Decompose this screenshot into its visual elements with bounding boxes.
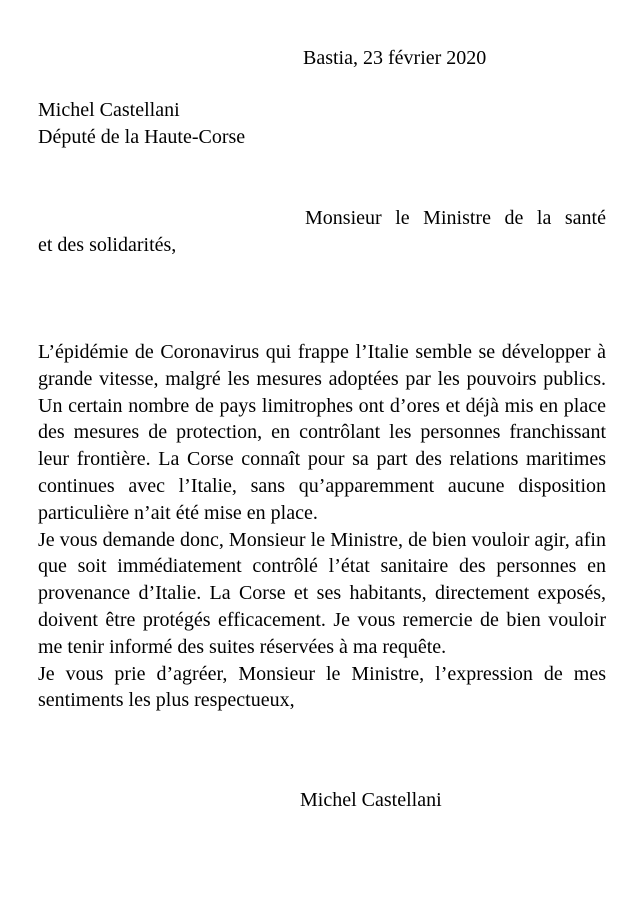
signature: Michel Castellani — [300, 789, 442, 812]
body-paragraph-3: Je vous prie d’agréer, Monsieur le Ministre, l’expression de mes sentiments les plus respectueux, — [38, 662, 606, 712]
sender-block — [38, 97, 606, 151]
sender-name: Michel Castellani — [38, 98, 180, 121]
sender-title: Député de la Haute-Corse — [38, 125, 246, 148]
body-paragraph-2: Je vous demande donc, Monsieur le Ministre, de bien vouloir agir, afin que soit immédiatement contrôlé l’état sanitaire des personnes en provenance d’Italie. La Corse et ses habitants, directement exposés, doivent être protégés efficacement. Je vous remercie de bien vouloir me tenir informé des suites réservées à ma requête. — [38, 528, 606, 658]
date-line: Bastia, 23 février 2020 — [303, 47, 487, 69]
body-paragraph-1: L’épidémie de Coronavirus qui frappe l’Italie semble se développer à grande vitesse, malgré les mesures adoptées par les pouvoirs publics. Un certain nombre de pays limitrophes ont d’ores et déjà mis en place des mesures de protection, en contrôlant les personnes franchissant leur frontière. La Corse connaît pour sa part des relations maritimes continues avec l’Italie, sans qu’apparemment aucune disposition particulière n’ait été mise en place. — [38, 340, 606, 524]
salutation-line1: Monsieur le Ministre de la santé — [305, 207, 606, 230]
salutation — [38, 205, 606, 259]
letter-body — [38, 339, 606, 714]
salutation-line2: et des solidarités, — [38, 234, 177, 257]
